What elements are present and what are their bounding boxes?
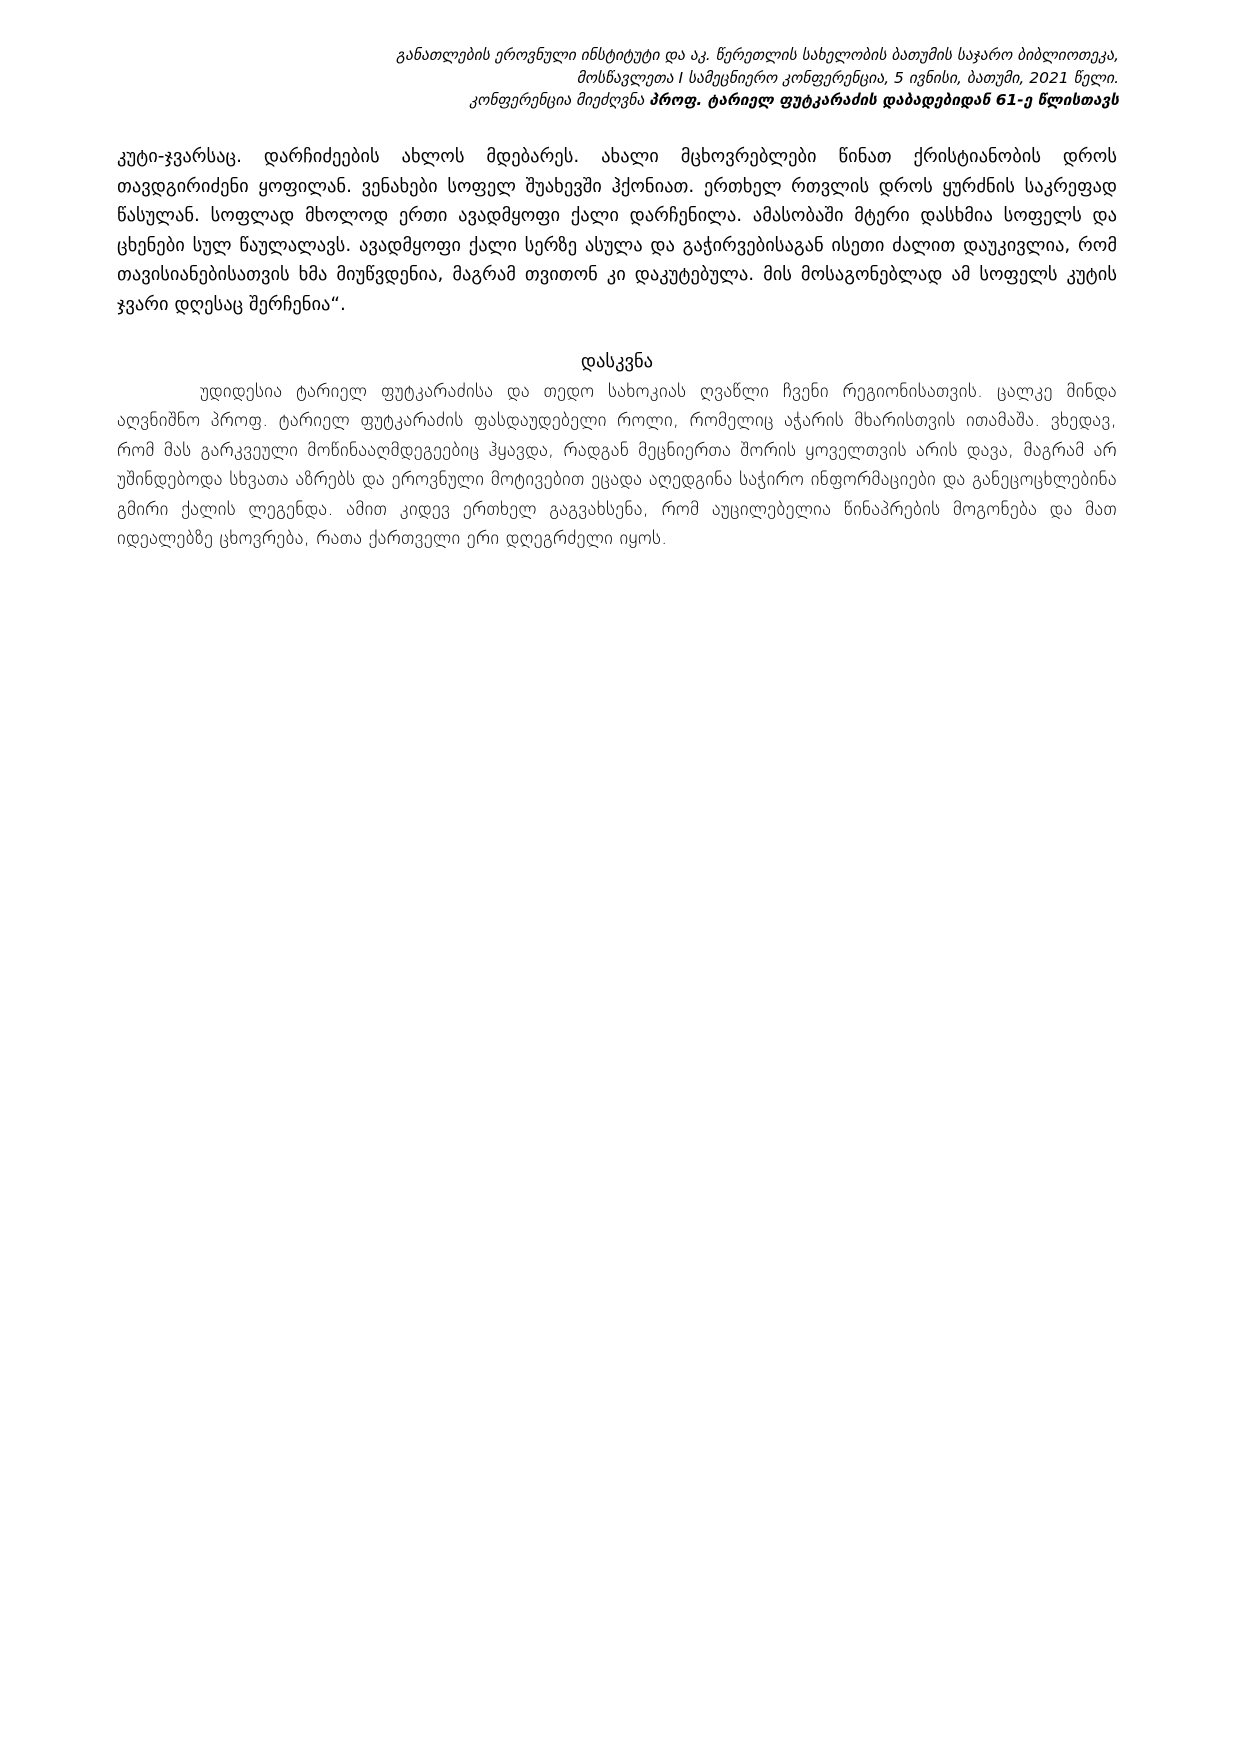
conclusion-heading: დასკვნა	[580, 351, 654, 372]
header-dedication-bold: პროფ. ტარიელ ფუტკარაძის დაბადებიდან 61-ე წლისთავს	[649, 91, 1119, 109]
header-dedication-prefix: კონფერენცია მიეძღვნა	[469, 91, 650, 109]
header-line-dedication	[119, 89, 1119, 112]
header-line-conference: მოსწავლეთა I სამეცნიერო კონფერენცია, 5 ივნისი, ბათუმი, 2021 წელი.	[576, 68, 1119, 87]
conclusion-paragraph: უდიდესია ტარიელ ფუტკარაძისა და თედო სახოკიას ღვაწლი ჩვენი რეგიონისათვის. ცალკე მინდა აღვნიშნო პროფ. ტარიელ ფუტკარაძის ფასდაუდებელი როლი, რომელიც აჭარის მხარისთვის ითამაშა. ვხედავ, რომ მას გარკვეული მოწინააღმდეგეებიც ჰყავდა, რადგან მეცნიერთა შორის ყოველთვის არის დავა, მაგრამ არ უშინდებოდა სხვათა აზრებს და ეროვნული მოტივებით ეცადა აღედგინა საჭირო ინფორმაციები და განეცოცხლებინა გმირი ქალის ლეგენდა. ამით კიდევ ერთხელ გაგვახსენა, რომ აუცილებელია წინაპრების მოგონება და მათ იდეალებზე ცხოვრება, რათა ქართველი ერი დღეგრძელი იყოს.	[117, 380, 1117, 549]
page-header	[119, 44, 1119, 112]
header-line-institution: განათლების ეროვნული ინსტიტუტი და აკ. წერეთლის სახელობის ბათუმის საჯარო ბიბლიოთეკა,	[396, 46, 1119, 64]
body-paragraph: კუტი-ჯვარსაც. დარჩიძეების ახლოს მდებარეს. ახალი მცხოვრებლები წინათ ქრისტიანობის დროს თავდგირიძენი ყოფილან. ვენახები სოფელ შუახევში ჰქონიათ. ერთხელ რთვლის დროს ყურძნის საკრეფად წასულან. სოფლად მხოლოდ ერთი ავადმყოფი ქალი დარჩენილა. ამასობაში მტერი დასხმია სოფელს და ცხენები სულ წაულალავს. ავადმყოფი ქალი სერზე ასულა და გაჭირვებისაგან ისეთი ძალით დაუკივლია, რომ თავისიანებისათვის ხმა მიუწვდენია, მაგრამ თვითონ კი დაკუტებულა. მის მოსაგონებლად ამ სოფელს კუტის ჯვარი დღესაც შერჩენია“.	[117, 146, 1117, 315]
document-body	[117, 142, 1117, 554]
